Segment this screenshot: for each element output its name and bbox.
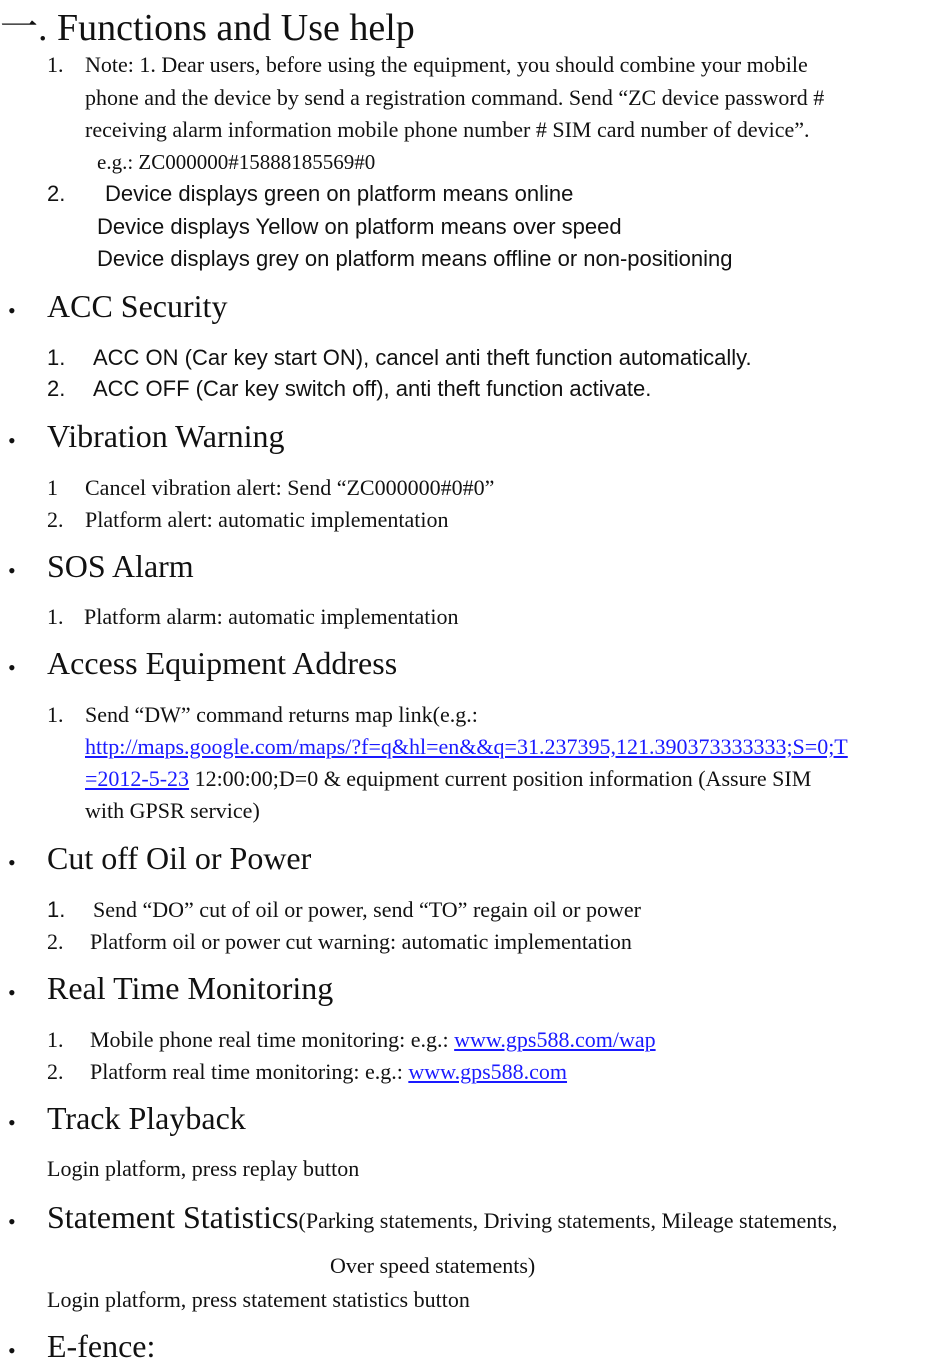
section-heading-statement: Statement Statistics xyxy=(47,1199,299,1235)
map-link-part-2[interactable]: =2012-5-23 xyxy=(85,766,190,791)
vibration-item-1-text: Cancel vibration alert: Send “ZC000000#0#0” xyxy=(85,475,495,500)
cutoff-item-1-text: Send “DO” cut of oil or power, send “TO” regain oil or power xyxy=(93,897,641,922)
section-heading-cutoff: Cut off Oil or Power xyxy=(47,840,312,876)
section-heading-monitoring: Real Time Monitoring xyxy=(47,970,334,1006)
statement-paren-2: Over speed statements) xyxy=(330,1253,536,1278)
cutoff-item-2-number: 2. xyxy=(47,929,64,954)
monitoring-item-2 xyxy=(90,1059,567,1085)
monitoring-item-1 xyxy=(90,1027,656,1053)
acc-item-2-number: 2. xyxy=(47,376,66,401)
monitoring-item-2-number: 2. xyxy=(47,1059,64,1084)
bullet-icon: • xyxy=(8,558,16,583)
map-link-part-1[interactable]: http://maps.google.com/maps/?f=q&hl=en&&q=31.237395,121.390373333333;S=0;T xyxy=(85,734,848,759)
acc-item-2-text: ACC OFF (Car key switch off), anti theft function activate. xyxy=(93,376,652,401)
address-item-number: 1. xyxy=(47,702,64,727)
wap-link[interactable]: www.gps588.com/wap xyxy=(454,1027,656,1052)
bullet-icon: • xyxy=(8,1338,16,1363)
acc-item-1-number: 1. xyxy=(47,345,66,370)
display-line-3: Device displays grey on platform means offline or non-positioning xyxy=(97,246,733,271)
track-text: Login platform, press replay button xyxy=(47,1156,360,1181)
bullet-icon: • xyxy=(8,1209,16,1234)
section-heading-efence: E-fence: xyxy=(47,1328,156,1364)
note-line-1: Note: 1. Dear users, before using the equipment, you should combine your mobile xyxy=(85,52,808,77)
bullet-icon: • xyxy=(8,655,16,680)
display-line-2: Device displays Yellow on platform means over speed xyxy=(97,214,622,239)
address-line-3-rest: 12:00:00;D=0 & equipment current position information (Assure SIM xyxy=(189,766,812,791)
statement-heading-line xyxy=(47,1199,837,1236)
monitoring-item-1-text: Mobile phone real time monitoring: e.g.: xyxy=(90,1027,455,1052)
bullet-icon: • xyxy=(8,850,16,875)
vibration-item-2-number: 2. xyxy=(47,507,64,532)
monitoring-item-2-text: Platform real time monitoring: e.g.: xyxy=(90,1059,409,1084)
vibration-item-2-text: Platform alert: automatic implementation xyxy=(85,507,449,532)
statement-paren-1: (Parking statements, Driving statements, Mileage statements, xyxy=(298,1208,838,1233)
note-line-3: receiving alarm information mobile phone number # SIM card number of device”. xyxy=(85,117,810,142)
display-number: 2. xyxy=(47,181,66,206)
bullet-icon: • xyxy=(8,1110,16,1135)
note-number: 1. xyxy=(47,52,64,77)
bullet-icon: • xyxy=(8,428,16,453)
acc-item-1-text: ACC ON (Car key start ON), cancel anti theft function automatically. xyxy=(93,345,752,370)
address-line-4: with GPSR service) xyxy=(85,798,260,823)
section-heading-track: Track Playback xyxy=(47,1100,246,1136)
section-heading-address: Access Equipment Address xyxy=(47,645,398,681)
cutoff-item-2-text: Platform oil or power cut warning: automatic implementation xyxy=(90,929,632,954)
bullet-icon: • xyxy=(8,980,16,1005)
statement-text: Login platform, press statement statistics button xyxy=(47,1287,470,1312)
platform-link[interactable]: www.gps588.com xyxy=(408,1059,568,1084)
section-heading-sos: SOS Alarm xyxy=(47,548,194,584)
section-heading-acc: ACC Security xyxy=(47,288,228,324)
bullet-icon: • xyxy=(8,298,16,323)
page-title: 一. Functions and Use help xyxy=(0,7,415,49)
display-line-1: Device displays green on platform means online xyxy=(105,181,574,206)
address-line-1: Send “DW” command returns map link(e.g.: xyxy=(85,702,478,727)
monitoring-item-1-number: 1. xyxy=(47,1027,64,1052)
cutoff-item-1-number: 1. xyxy=(47,897,66,922)
sos-item-1-text: Platform alarm: automatic implementation xyxy=(84,604,459,629)
section-heading-vibration: Vibration Warning xyxy=(47,418,285,454)
vibration-item-1-number: 1 xyxy=(47,475,58,500)
note-line-2: phone and the device by send a registration command. Send “ZC device password # xyxy=(85,85,825,110)
note-example: e.g.: ZC000000#15888185569#0 xyxy=(97,150,376,174)
sos-item-1-number: 1. xyxy=(47,604,64,629)
address-line-3 xyxy=(85,766,811,792)
